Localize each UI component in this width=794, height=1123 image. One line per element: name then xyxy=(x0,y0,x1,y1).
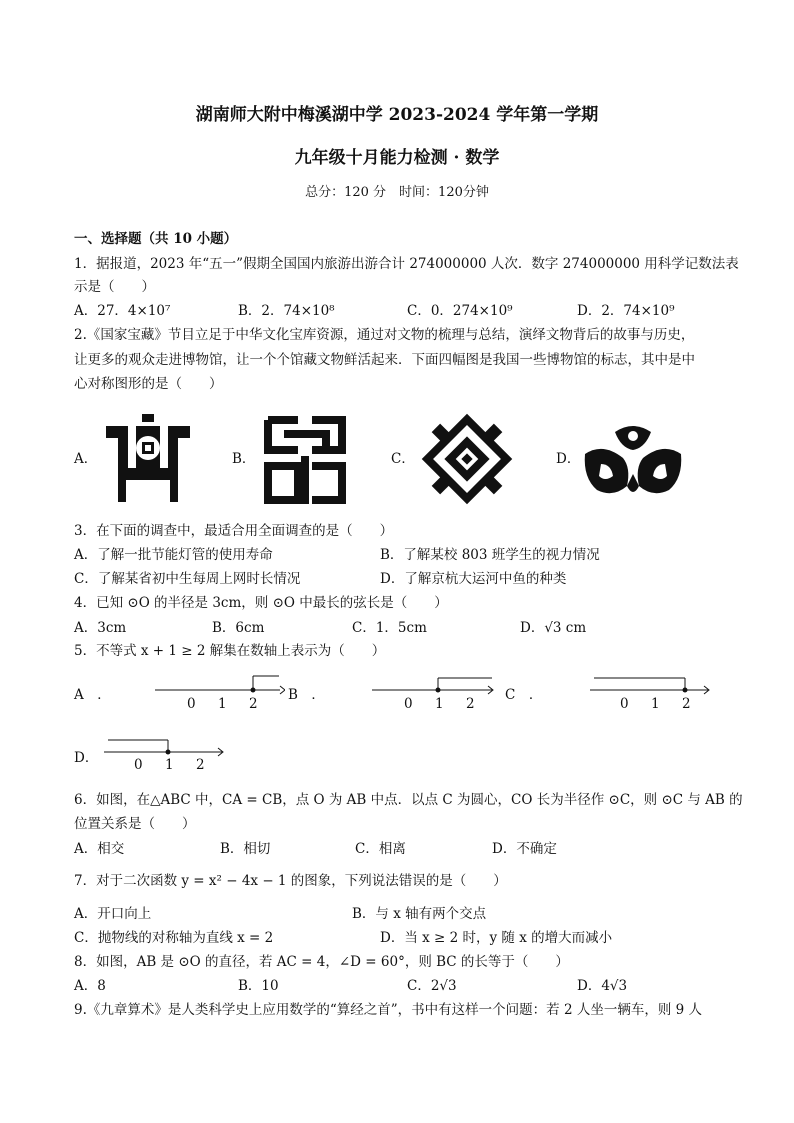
q7-option-b: B．与 x 轴有两个交点 xyxy=(352,906,487,922)
q4-option-d: D．√3 cm xyxy=(520,620,587,636)
page-subtitle: 九年级十月能力检测 · 数学 xyxy=(294,148,500,168)
q1-stem-line2: 示是（ ） xyxy=(74,279,155,295)
q9-stem-line1: 9.《九章算术》是人类科学史上应用数学的“算经之首”，书中有这样一个问题：若 2 人坐一辆车，则 9 人 xyxy=(74,1002,703,1018)
tick-label: 1 xyxy=(165,757,174,773)
q2-stem-line1: 2.《国家宝藏》节目立足于中华文化宝库资源，通过对文物的梳理与总结，演绎文物背后的故事与历史， xyxy=(74,327,695,343)
q4-option-a: A．3cm xyxy=(74,620,127,636)
q5-option-a: A ． xyxy=(74,687,111,703)
q2-stem-line3: 心对称图形的是（ ） xyxy=(74,376,223,392)
q6-stem-line1: 6．如图，在△ABC 中，CA = CB，点 O 为 AB 中点．以点 C 为圆心，CO 长为半径作 ⊙C，则 ⊙C 与 AB 的 xyxy=(74,792,743,808)
q5-option-c: C ． xyxy=(505,687,543,703)
tick-label: 2 xyxy=(466,696,475,712)
q1-option-b: B．2．74×10⁸ xyxy=(238,303,335,319)
museum-logo-d xyxy=(583,424,683,500)
tick-label: 1 xyxy=(218,696,227,712)
tick-label: 2 xyxy=(196,757,205,773)
q2-stem-line2: 让更多的观众走进博物馆，让一个个馆藏文物鲜活起来．下面四幅图是我国一些博物馆的标志，其中是中 xyxy=(74,352,695,368)
q5-option-b: B ． xyxy=(288,687,325,703)
q5-option-d: D． xyxy=(74,750,99,766)
q1-option-a: A．27．4×10⁷ xyxy=(74,303,171,319)
q4-option-c: C．1．5cm xyxy=(352,620,427,636)
tick-label: 0 xyxy=(187,696,196,712)
q6-option-c: C．相离 xyxy=(355,841,406,857)
q2-option-c: C． xyxy=(391,451,415,467)
q6-option-a: A．相交 xyxy=(74,841,125,857)
q8-option-a: A．8 xyxy=(74,978,106,994)
q3-option-c: C．了解某省初中生每周上网时长情况 xyxy=(74,571,301,587)
page-title: 湖南师大附中梅溪湖中学 2023-2024 学年第一学期 xyxy=(195,105,599,125)
exam-meta: 总分：120 分 时间：120分钟 xyxy=(305,185,489,200)
q3-option-b: B．了解某校 803 班学生的视力情况 xyxy=(380,547,600,563)
museum-logo-b xyxy=(258,412,352,506)
tick-label: 1 xyxy=(651,696,660,712)
museum-logo-c xyxy=(416,408,518,510)
section-heading: 一、选择题（共 10 小题） xyxy=(74,231,238,247)
q6-option-b: B．相切 xyxy=(220,841,271,857)
q2-option-b: B． xyxy=(232,451,256,467)
museum-logo-a xyxy=(100,408,196,504)
q4-stem: 4．已知 ⊙O 的半径是 3cm，则 ⊙O 中最长的弦长是（ ） xyxy=(74,595,448,611)
q3-option-a: A．了解一批节能灯管的使用寿命 xyxy=(74,547,273,563)
q2-option-d: D． xyxy=(556,451,581,467)
tick-label: 1 xyxy=(435,696,444,712)
tick-label: 2 xyxy=(249,696,258,712)
q3-option-d: D．了解京杭大运河中鱼的种类 xyxy=(380,571,567,587)
q1-stem-line1: 1．据报道，2023 年“五一”假期全国国内旅游出游合计 274000000 人次．数字 274000000 用科学记数法表 xyxy=(74,256,739,272)
tick-label: 0 xyxy=(404,696,413,712)
q2-option-a: A． xyxy=(74,451,98,467)
q5-stem: 5．不等式 x + 1 ≥ 2 解集在数轴上表示为（ ） xyxy=(74,643,386,659)
q3-stem: 3．在下面的调查中，最适合用全面调查的是（ ） xyxy=(74,523,394,539)
q7-option-c: C．抛物线的对称轴为直线 x = 2 xyxy=(74,930,274,946)
q4-option-b: B．6cm xyxy=(212,620,265,636)
q7-option-a: A．开口向上 xyxy=(74,906,152,922)
q8-option-b: B．10 xyxy=(238,978,279,994)
q8-option-d: D．4√3 xyxy=(577,978,628,994)
tick-label: 0 xyxy=(134,757,143,773)
q8-option-c: C．2√3 xyxy=(407,978,457,994)
q6-stem-line2: 位置关系是（ ） xyxy=(74,816,196,832)
tick-label: 2 xyxy=(682,696,691,712)
q8-stem: 8．如图，AB 是 ⊙O 的直径，若 AC = 4，∠D = 60°，则 BC 的长等于（ ） xyxy=(74,954,569,970)
q7-stem: 7．对于二次函数 y = x² − 4x − 1 的图象，下列说法错误的是（ ） xyxy=(74,873,507,889)
q1-option-d: D．2．74×10⁹ xyxy=(577,303,675,319)
q7-option-d: D．当 x ≥ 2 时，y 随 x 的增大而减小 xyxy=(380,930,613,946)
q1-option-c: C．0．274×10⁹ xyxy=(407,303,513,319)
tick-label: 0 xyxy=(620,696,629,712)
q6-option-d: D．不确定 xyxy=(492,841,557,857)
